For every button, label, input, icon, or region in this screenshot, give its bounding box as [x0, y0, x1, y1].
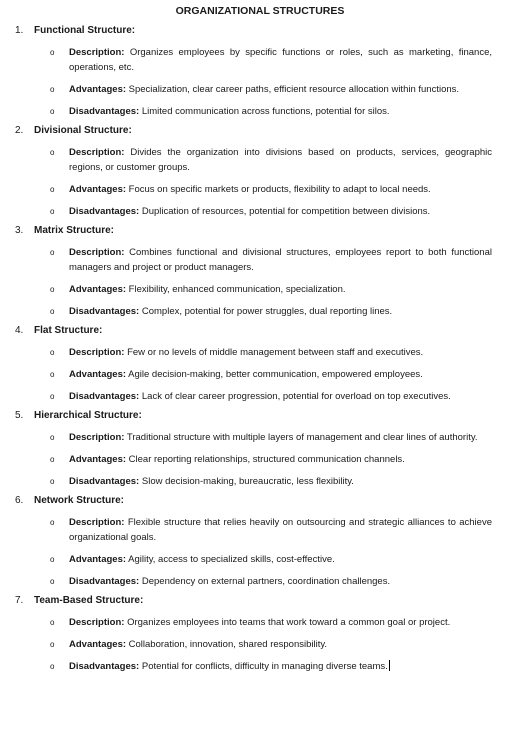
section: [14, 594, 492, 674]
bullet-icon: o: [50, 207, 55, 216]
item-label: Disadvantages:: [69, 661, 140, 672]
section: [14, 494, 492, 589]
item-text: Divides the organization into divisions based on products, services, geographic regions, or customer groups.: [69, 147, 492, 173]
list-item: [14, 474, 492, 489]
item-label: Advantages:: [69, 454, 127, 465]
bullet-icon: o: [50, 48, 55, 57]
item-label: Disadvantages:: [69, 391, 140, 402]
list-item: [14, 282, 492, 297]
item-text: Potential for conflicts, difficulty in managing diverse teams.: [141, 661, 388, 672]
section-number: 6.: [15, 495, 24, 506]
item-text: Lack of clear career progression, potential for overload on top executives.: [141, 391, 451, 402]
item-text: Dependency on external partners, coordination challenges.: [141, 576, 391, 587]
item-label: Advantages:: [69, 184, 127, 195]
bullet-icon: o: [50, 555, 55, 564]
bullet-list: [14, 245, 492, 319]
item-text: Traditional structure with multiple layers of management and clear lines of authority.: [126, 432, 478, 443]
list-item: [14, 182, 492, 197]
section: [14, 409, 492, 489]
list-item: [14, 574, 492, 589]
section-list: [14, 24, 492, 674]
item-label: Description:: [69, 347, 125, 358]
list-item: [14, 82, 492, 97]
bullet-icon: o: [50, 455, 55, 464]
item-label: Advantages:: [69, 84, 127, 95]
section-title: Team-Based Structure:: [34, 595, 144, 606]
bullet-icon: o: [50, 577, 55, 586]
item-label: Advantages:: [69, 639, 127, 650]
section-heading: [14, 594, 492, 608]
item-text: Organizes employees into teams that work toward a common goal or project.: [127, 617, 451, 628]
item-text: Agility, access to specialized skills, cost-effective.: [128, 554, 335, 565]
bullet-list: [14, 430, 492, 489]
list-item: [14, 515, 492, 545]
item-label: Advantages:: [69, 369, 127, 380]
item-text: Few or no levels of middle management between staff and executives.: [127, 347, 424, 358]
item-label: Disadvantages:: [69, 476, 140, 487]
bullet-icon: o: [50, 248, 55, 257]
section: [14, 224, 492, 319]
bullet-icon: o: [50, 640, 55, 649]
list-item: [14, 552, 492, 567]
bullet-icon: o: [50, 185, 55, 194]
bullet-icon: o: [50, 348, 55, 357]
item-text: Complex, potential for power struggles, dual reporting lines.: [141, 306, 393, 317]
item-text: Clear reporting relationships, structured communication channels.: [128, 454, 405, 465]
bullet-icon: o: [50, 477, 55, 486]
item-label: Advantages:: [69, 284, 127, 295]
bullet-list: [14, 145, 492, 219]
item-text: Specialization, clear career paths, efficient resource allocation within functions.: [128, 84, 460, 95]
item-label: Description:: [69, 247, 125, 258]
bullet-icon: o: [50, 618, 55, 627]
list-item: [14, 345, 492, 360]
item-text: Focus on specific markets or products, flexibility to adapt to local needs.: [128, 184, 431, 195]
list-item: [14, 304, 492, 319]
section-number: 4.: [15, 325, 24, 336]
section-heading: [14, 324, 492, 338]
document-title: ORGANIZATIONAL STRUCTURES: [175, 5, 345, 17]
section: [14, 24, 492, 119]
bullet-list: [14, 45, 492, 119]
bullet-icon: o: [50, 85, 55, 94]
section-heading: [14, 124, 492, 138]
section-number: 5.: [15, 410, 24, 421]
section-title: Divisional Structure:: [34, 125, 132, 136]
list-item: [14, 45, 492, 75]
bullet-icon: o: [50, 307, 55, 316]
section-number: 1.: [15, 25, 24, 36]
section-title: Hierarchical Structure:: [34, 410, 142, 421]
section-heading: [14, 224, 492, 238]
item-text: Organizes employees by specific functions or roles, such as marketing, finance, operations, etc.: [69, 47, 492, 73]
bullet-icon: o: [50, 662, 55, 671]
section-number: 2.: [15, 125, 24, 136]
item-label: Disadvantages:: [69, 306, 140, 317]
section: [14, 124, 492, 219]
bullet-icon: o: [50, 370, 55, 379]
item-text: Duplication of resources, potential for competition between divisions.: [141, 206, 431, 217]
item-text: Flexible structure that relies heavily on outsourcing and strategic alliances to achieve organizational goals.: [69, 517, 492, 543]
list-item: [14, 659, 492, 674]
item-label: Disadvantages:: [69, 206, 140, 217]
section-title: Matrix Structure:: [34, 225, 115, 236]
section-heading: [14, 24, 492, 38]
bullet-list: [14, 515, 492, 589]
list-item: [14, 367, 492, 382]
item-label: Description:: [69, 147, 125, 158]
bullet-icon: o: [50, 518, 55, 527]
item-label: Description:: [69, 617, 125, 628]
section-title: Functional Structure:: [34, 25, 136, 36]
item-label: Disadvantages:: [69, 576, 140, 587]
item-label: Description:: [69, 47, 125, 58]
bullet-icon: o: [50, 392, 55, 401]
bullet-list: [14, 345, 492, 404]
list-item: [14, 615, 492, 630]
list-item: [14, 245, 492, 275]
section-title: Flat Structure:: [34, 325, 103, 336]
section-heading: [14, 409, 492, 423]
bullet-list: [14, 615, 492, 674]
item-label: Description:: [69, 517, 125, 528]
item-label: Advantages:: [69, 554, 127, 565]
bullet-icon: o: [50, 148, 55, 157]
item-text: Agile decision-making, better communication, empowered employees.: [128, 369, 423, 380]
section-heading: [14, 494, 492, 508]
list-item: [14, 430, 492, 445]
item-label: Description:: [69, 432, 125, 443]
section-number: 7.: [15, 595, 24, 606]
item-text: Collaboration, innovation, shared responsibility.: [128, 639, 328, 650]
item-text: Limited communication across functions, potential for silos.: [141, 106, 390, 117]
list-item: [14, 637, 492, 652]
text-cursor: [389, 660, 390, 671]
list-item: [14, 104, 492, 119]
item-text: Combines functional and divisional structures, employees report to both functional managers and project or product managers.: [69, 247, 492, 273]
bullet-icon: o: [50, 285, 55, 294]
list-item: [14, 389, 492, 404]
section-title: Network Structure:: [34, 495, 125, 506]
list-item: [14, 145, 492, 175]
list-item: [14, 452, 492, 467]
section: [14, 324, 492, 404]
list-item: [14, 204, 492, 219]
section-number: 3.: [15, 225, 24, 236]
item-text: Flexibility, enhanced communication, specialization.: [128, 284, 346, 295]
bullet-icon: o: [50, 107, 55, 116]
item-label: Disadvantages:: [69, 106, 140, 117]
item-text: Slow decision-making, bureaucratic, less flexibility.: [141, 476, 354, 487]
bullet-icon: o: [50, 433, 55, 442]
